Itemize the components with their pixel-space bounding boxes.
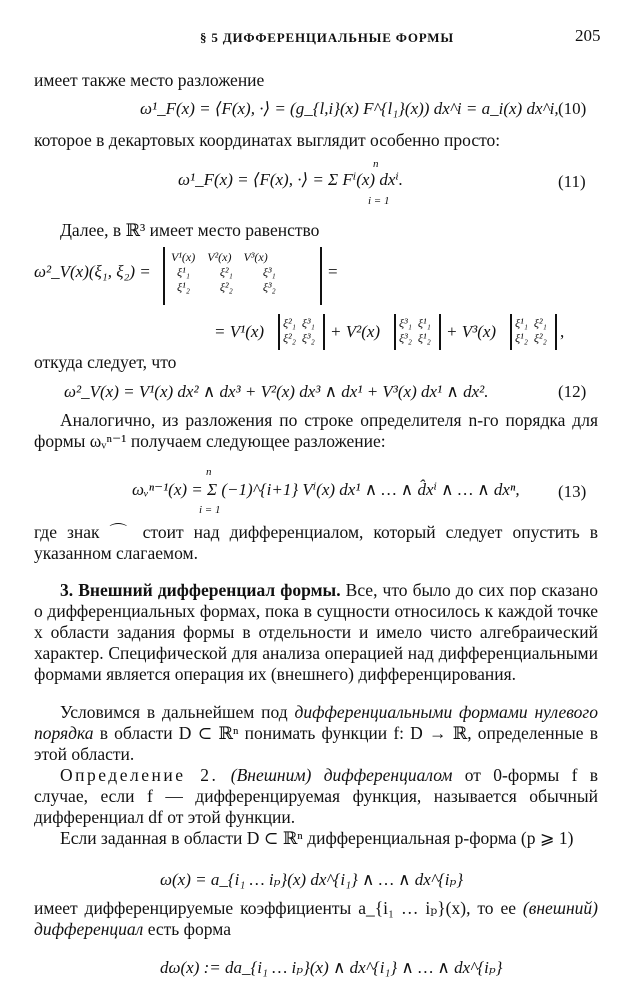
convention-term: дифференциальными формами нулевого порядка	[34, 702, 598, 743]
definition-term-a: (Внешним)	[230, 765, 312, 785]
determinant-lhs: ω²_V(x)(ξ₁, ξ₂) =	[34, 262, 151, 281]
determinant-matrix: V¹(x) V²(x) V³(x) ξ¹₁ ξ²₁ ξ³₁ ξ¹₂ ξ²₂ ξ³₂	[171, 250, 276, 294]
equation-10-number: (10)	[558, 99, 587, 118]
page-number: 205	[575, 26, 601, 45]
differentiable-term: (внешний) дифференциал	[34, 898, 598, 939]
text-paragraph-6: где знак ⌒ стоит над дифференциалом, который следует опустить в указанном слагаемом.	[34, 522, 598, 563]
equation-11: ω¹_F(x) = ⟨F(x), ·⟩ = Σ Fⁱ(x) dxⁱ.	[178, 170, 404, 189]
definition-term-b: дифференциалом	[323, 765, 453, 785]
sum13-lower: i = 1	[199, 504, 221, 516]
sum-lower-limit: i = 1	[368, 195, 390, 207]
running-header: § 5 ДИФФЕРЕНЦИАЛЬНЫЕ ФОРМЫ	[200, 30, 454, 45]
definition-2-paragraph	[34, 765, 598, 828]
section-3-text: Все, что было до сих пор сказано о дифференциальных формах, пока в сущности относилось к каждой точке x области задания формы в отдельности и имело чисто алгебраический характер. Специфической для анализа операцией над дифференциальными формами является операция их (внешнего) дифференцирования.	[34, 580, 598, 684]
differentiable-paragraph	[34, 898, 598, 940]
differentiable-text-c: есть форма	[147, 919, 231, 939]
equation-13: ωᵥⁿ⁻¹(x) = Σ (−1)^{i+1} Vⁱ(x) dx¹ ∧ … ∧ d̂xⁱ ∧ … ∧ dxⁿ,	[132, 480, 520, 499]
expansion-term-2: + V²(x)	[330, 322, 381, 341]
sum-upper-limit: n	[373, 158, 379, 170]
minor-3: ξ¹₁ ξ²₁ ξ¹₂ ξ²₂	[515, 316, 547, 345]
equation-11-number: (11)	[558, 172, 586, 191]
section-3-title: 3. Внешний дифференциал формы.	[60, 580, 341, 600]
convention-text-a: Условимся в дальнейшем под	[60, 702, 288, 722]
determinant-right-bar	[320, 247, 322, 305]
equation-13-number: (13)	[558, 482, 587, 501]
exterior-derivative-equation: dω(x) := da_{i₁ … iₚ}(x) ∧ dx^{i₁} ∧ … ∧ dx^{iₚ}	[160, 958, 503, 977]
convention-text-c: в области D ⊂ ℝⁿ понимать функции f: D → ℝ, определенные в этой области.	[34, 723, 598, 764]
equation-12-number: (12)	[558, 382, 587, 401]
text-line-3: Далее, в ℝ³ имеет место равенство	[60, 220, 320, 240]
expansion-term-3: + V³(x)	[446, 322, 497, 341]
minor-3-left	[510, 314, 512, 350]
text-line-4: откуда следует, что	[34, 352, 177, 372]
minor-2-left	[394, 314, 396, 350]
minor-3-right	[555, 314, 557, 350]
minor-1: ξ²₁ ξ³₁ ξ²₂ ξ³₂	[283, 316, 315, 345]
determinant-left-bar	[163, 247, 165, 305]
definition-label: Определение 2.	[60, 765, 219, 785]
minor-1-right	[323, 314, 325, 350]
p-form-paragraph: Если заданная в области D ⊂ ℝⁿ дифференциальная p-форма (p ⩾ 1)	[60, 828, 574, 848]
sum13-upper: n	[206, 466, 212, 478]
text-line-2: которое в декартовых координатах выглядит особенно просто:	[34, 130, 501, 150]
minor-1-left	[278, 314, 280, 350]
text-line-1: имеет также место разложение	[34, 70, 265, 90]
differentiable-text-a: имеет дифференцируемые коэффициенты a_{i₁ … iₚ}(x), то ее	[34, 898, 516, 918]
section-3-paragraph	[34, 580, 598, 685]
minor-2: ξ³₁ ξ¹₁ ξ³₂ ξ¹₂	[399, 316, 431, 345]
convention-paragraph	[34, 702, 598, 765]
p-form-equation: ω(x) = a_{i₁ … iₚ}(x) dx^{i₁} ∧ … ∧ dx^{iₚ}	[160, 870, 464, 889]
definition-text: от 0-формы f в случае, если f — дифференцируемая функция, называется обычный дифференциал df от этой функции.	[34, 765, 599, 827]
equation-12: ω²_V(x) = V¹(x) dx² ∧ dx³ + V²(x) dx³ ∧ dx¹ + V³(x) dx¹ ∧ dx².	[64, 382, 489, 401]
minor-2-right	[439, 314, 441, 350]
comma: ,	[560, 322, 565, 341]
equation-10: ω¹_F(x) = ⟨F(x), ·⟩ = (g_{l,i}(x) F^{l₁}(x)) dx^i = a_i(x) dx^i,	[140, 99, 559, 118]
expansion-term-1: = V¹(x)	[214, 322, 265, 341]
text-paragraph-5: Аналогично, из разложения по строке определителя n-го порядка для формы ωᵥⁿ⁻¹ получаем следующее разложение:	[34, 410, 598, 451]
equals-sign: =	[328, 262, 338, 281]
